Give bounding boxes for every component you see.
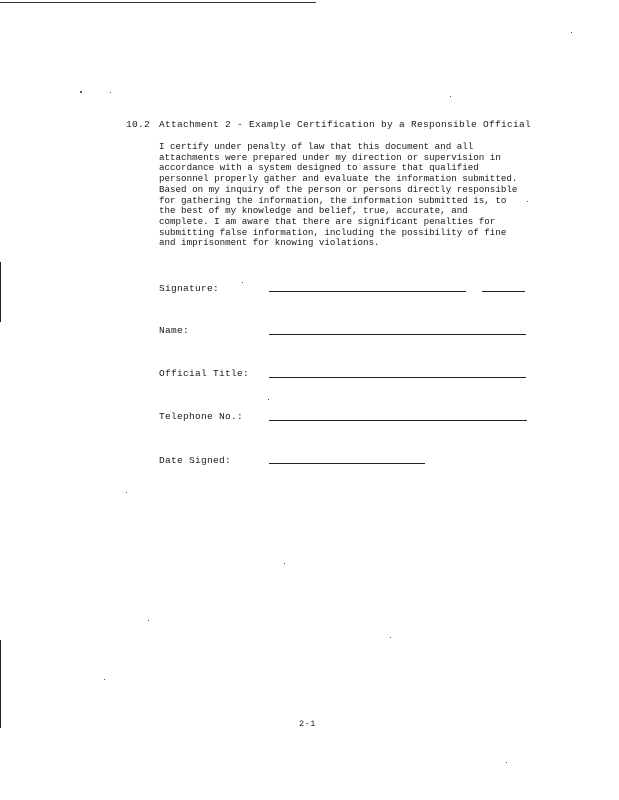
scan-speck [80, 91, 82, 93]
cert-line: the best of my knowledge and belief, true, accurate, and [159, 205, 468, 217]
scan-speck [242, 282, 243, 283]
scan-speck [104, 679, 105, 680]
signature-date-line[interactable] [482, 291, 525, 292]
section-number: 10.2 [126, 119, 151, 130]
official-title-label: Official Title: [159, 368, 250, 379]
certification-text [159, 142, 529, 249]
name-line[interactable] [269, 334, 526, 335]
cert-line: complete. I am aware that there are significant penalties for [159, 215, 496, 227]
scan-speck [148, 620, 149, 621]
scan-edge-left-1 [0, 262, 1, 322]
telephone-line[interactable] [269, 420, 527, 421]
official-title-line[interactable] [269, 377, 526, 378]
date-signed-line[interactable] [269, 463, 425, 464]
scan-speck [390, 637, 391, 638]
scan-speck [110, 92, 111, 93]
scan-edge-top [0, 2, 316, 3]
cert-line: submitting false information, including the possibility of fine [159, 226, 507, 238]
scan-edge-left-2 [0, 640, 1, 728]
date-signed-label: Date Signed: [159, 455, 232, 466]
signature-line[interactable] [269, 291, 466, 292]
name-label: Name: [159, 325, 190, 336]
cert-line: accordance with a system designed to assure that qualified [159, 162, 479, 174]
cert-line: for gathering the information, the information submitted is, to [159, 194, 507, 206]
telephone-label: Telephone No.: [159, 411, 244, 422]
scan-speck [450, 96, 451, 97]
section-title: Attachment 2 - Example Certification by a Responsible Official [159, 119, 532, 130]
scan-speck [571, 32, 572, 33]
scan-speck [506, 762, 507, 763]
scan-speck [126, 492, 127, 493]
cert-line: personnel properly gather and evaluate the information submitted. [159, 173, 518, 185]
cert-line: attachments were prepared under my direction or supervision in [159, 151, 501, 163]
cert-line: I certify under penalty of law that this document and all [159, 141, 474, 152]
page-number: 2-1 [299, 719, 316, 729]
signature-label: Signature: [159, 283, 220, 294]
scan-speck [268, 399, 269, 400]
cert-line: and imprisonment for knowing violations. [159, 237, 380, 249]
cert-line: Based on my inquiry of the person or persons directly responsible [159, 183, 518, 195]
scan-speck [284, 563, 285, 564]
